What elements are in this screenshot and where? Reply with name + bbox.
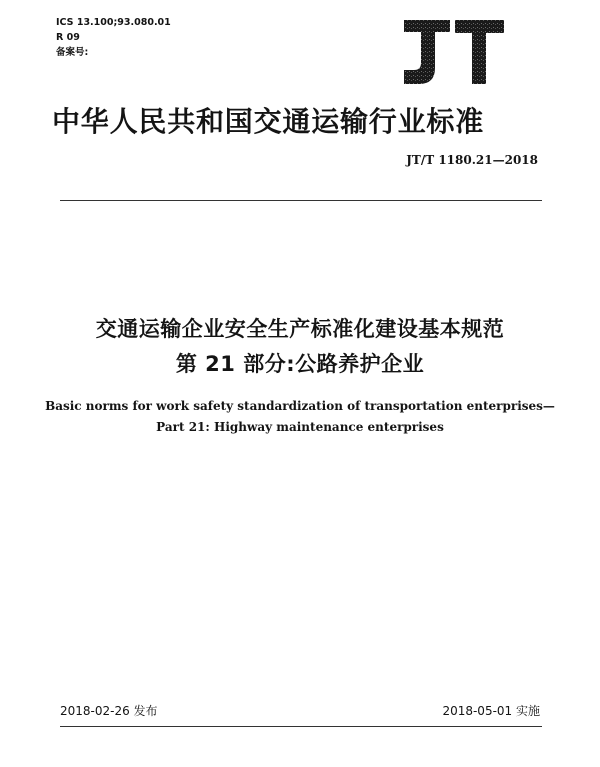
title-zh-line1: 交通运输企业安全生产标准化建设基本规范 [95, 317, 505, 341]
implement-date: 2018-05-01 实施 [442, 704, 540, 718]
publish-date: 2018-02-26 发布 [60, 704, 158, 718]
header-divider [60, 200, 542, 201]
title-en-line1: Basic norms for work safety standardization of transportation enterprises— [45, 399, 555, 413]
standard-code: JT/T 1180.21—2018 [406, 153, 538, 167]
title-zh-line2: 第 21 部分:公路养护企业 [175, 352, 425, 376]
filing-number-label: 备案号: [56, 47, 89, 58]
footer-divider [60, 726, 542, 727]
category-code: R 09 [56, 32, 80, 43]
organization-title: 中华人民共和国交通运输行业标准 [52, 105, 485, 138]
title-en-line2: Part 21: Highway maintenance enterprises [156, 420, 444, 434]
ics-code: ICS 13.100;93.080.01 [56, 17, 171, 28]
jt-logo [400, 18, 506, 88]
